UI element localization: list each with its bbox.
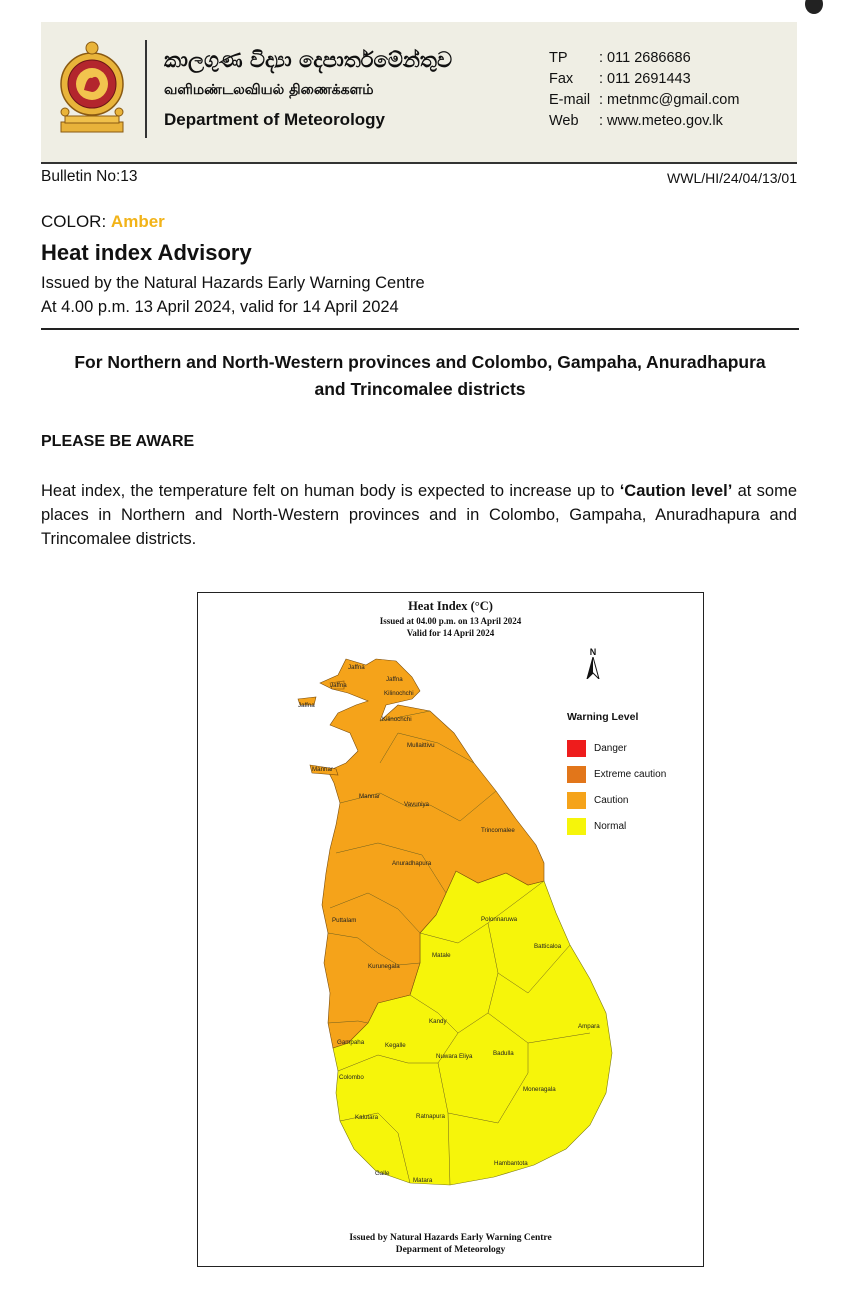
- legend-item-extreme-caution: [567, 761, 666, 787]
- district-label: Ampara: [578, 1023, 600, 1030]
- district-label: Vavuniya: [404, 801, 429, 808]
- section-rule: [41, 328, 799, 330]
- legend-title: Warning Level: [567, 711, 639, 723]
- contact-value: : 011 2686686: [599, 50, 691, 66]
- district-label: Polonnaruwa: [481, 916, 518, 923]
- district-label: Badulla: [493, 1050, 514, 1057]
- district-label: Galle: [375, 1170, 390, 1177]
- district-label: Batticaloa: [534, 943, 562, 950]
- bulletin-number: Bulletin No:13: [41, 168, 138, 185]
- district-label: Mannar: [359, 793, 380, 800]
- district-label: Puttalam: [332, 917, 357, 924]
- advisory-title: Heat index Advisory: [41, 240, 252, 265]
- map-footer-issuer: Issued by Natural Hazards Early Warning Centre: [349, 1233, 552, 1243]
- contact-value[interactable]: : metnmc@gmail.com: [599, 92, 740, 108]
- corner-dot: [805, 0, 823, 14]
- legend-label: Caution: [594, 794, 629, 806]
- district-label: Matale: [432, 952, 451, 959]
- district-label: Kegalle: [385, 1042, 406, 1049]
- legend-swatch: [567, 792, 586, 809]
- header-rule: [41, 162, 797, 164]
- district-label: Jaffna: [386, 676, 403, 683]
- area-line-1: For Northern and North-Western provinces and Colombo, Gampaha, Anuradhapura: [74, 352, 766, 372]
- district-label: Trincomalee: [481, 827, 515, 834]
- legend-swatch: [567, 766, 586, 783]
- contact-tp: [549, 48, 739, 69]
- district-label: Ratnapura: [416, 1113, 445, 1120]
- legend-label: Extreme caution: [594, 768, 667, 780]
- legend-item-normal: [567, 813, 666, 839]
- map-footer-department: Deparment of Meteorology: [395, 1245, 506, 1255]
- warning-legend: [567, 711, 666, 839]
- contact-value: : 011 2691443: [599, 71, 691, 87]
- district-label: Jaffna: [348, 664, 365, 671]
- area-line-2: and Trincomalee districts: [314, 379, 526, 399]
- district-label: Gampaha: [337, 1039, 365, 1046]
- north-arrow-glyph: [586, 657, 600, 679]
- map-title: Heat Index (°C): [408, 599, 493, 613]
- district-label: Mullaittivu: [407, 742, 435, 749]
- advisory-body: [41, 479, 797, 551]
- contact-label: Fax: [549, 71, 574, 87]
- please-be-aware: PLEASE BE AWARE: [41, 433, 195, 450]
- legend-swatch: [567, 740, 586, 757]
- contact-fax: [549, 69, 739, 90]
- district-label: Kandy: [429, 1018, 447, 1025]
- color-label: COLOR:: [41, 212, 107, 231]
- sri-lanka-map: [198, 593, 703, 1266]
- bulletin-reference: WWL/HI/24/04/13/01: [667, 170, 797, 186]
- issued-at: At 4.00 p.m. 13 April 2024, valid for 14 April 2024: [41, 298, 399, 316]
- north-arrow-icon: [586, 647, 600, 681]
- legend-label: Danger: [594, 742, 627, 754]
- district-label: Matara: [413, 1177, 433, 1184]
- contact-label: Web: [549, 113, 579, 129]
- contact-block: [549, 48, 739, 132]
- district-label: Hambantota: [494, 1160, 528, 1167]
- header-divider: [145, 40, 147, 138]
- heat-index-map: [197, 592, 704, 1267]
- district-label: Kilinochchi: [382, 716, 412, 723]
- district-label: Anuradhapura: [392, 860, 432, 867]
- dept-name-english: Department of Meteorology: [164, 110, 386, 129]
- contact-label: E-mail: [549, 92, 591, 108]
- district-label: Mannar: [312, 766, 333, 773]
- legend-label: Normal: [594, 820, 627, 832]
- color-line: [41, 212, 165, 232]
- dept-name-sinhala: කාලගුණ විද්‍යා දෙපාර්තමේන්තුව: [164, 48, 453, 72]
- district-label: Moneragala: [523, 1086, 556, 1093]
- district-label: Jaffna: [298, 702, 315, 709]
- contact-email: [549, 90, 739, 111]
- legend-item-caution: [567, 787, 666, 813]
- body-bold: ‘Caution level’: [619, 482, 733, 500]
- body-pre: Heat index, the temperature felt on human body is expected to increase up to: [41, 482, 620, 500]
- letterhead: [41, 22, 797, 162]
- dept-name-tamil: வளிமண்டலவியல் திணைக்களம்: [164, 82, 374, 98]
- district-label: Nuwara Eliya: [436, 1053, 473, 1060]
- color-value: Amber: [110, 212, 165, 231]
- map-valid: Valid for 14 April 2024: [406, 628, 495, 638]
- contact-value[interactable]: : www.meteo.gov.lk: [599, 113, 723, 129]
- district-label: Colombo: [339, 1074, 364, 1081]
- issued-by: Issued by the Natural Hazards Early Warning Centre: [41, 274, 425, 292]
- legend-swatch: [567, 818, 586, 835]
- district-label: Kurunegala: [368, 963, 400, 970]
- affected-areas: [41, 349, 799, 403]
- sri-lanka-state-emblem-icon: [59, 40, 125, 138]
- north-label: N: [589, 647, 597, 657]
- contact-label: TP: [549, 50, 568, 66]
- district-label: Kalutara: [355, 1114, 379, 1121]
- district-label: Kilinochchi: [384, 690, 414, 697]
- body-post: at some places in Northern and North-Western provinces and in Colombo, Gampaha, Anuradhapura and Trincomalee districts.: [41, 482, 797, 548]
- contact-web: [549, 111, 739, 132]
- legend-item-danger: [567, 735, 666, 761]
- district-label: Jaffna: [330, 682, 347, 689]
- map-issued: Issued at 04.00 p.m. on 13 April 2024: [379, 616, 522, 626]
